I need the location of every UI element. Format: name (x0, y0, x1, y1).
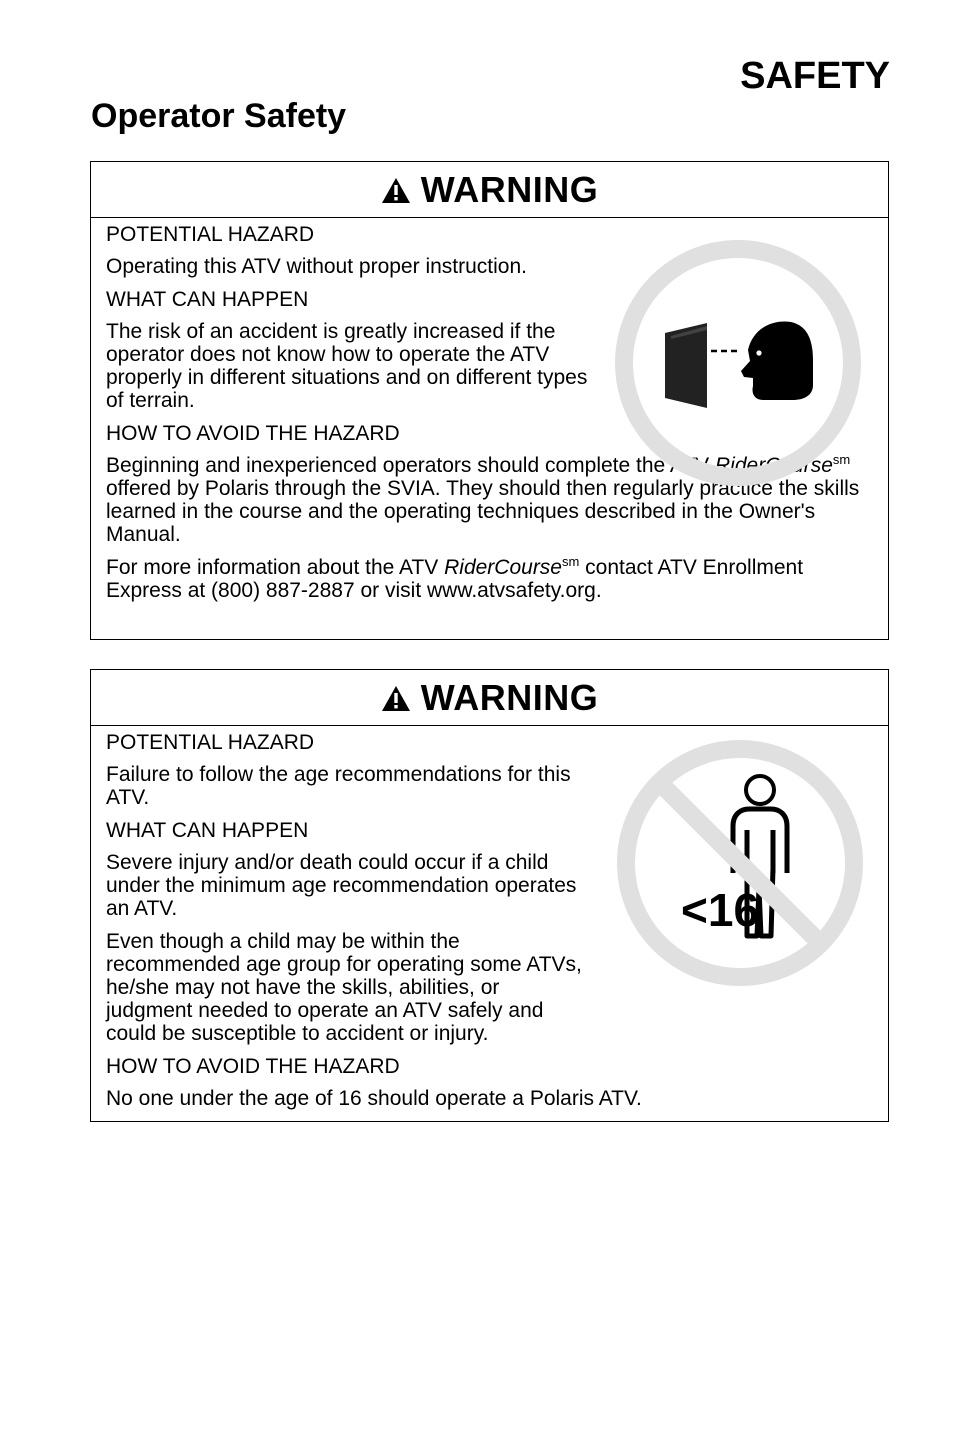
how-to-avoid-text: No one under the age of 16 should operate a Polaris ATV. (106, 1087, 642, 1110)
service-mark: sm (832, 452, 851, 467)
service-mark: sm (562, 554, 580, 569)
what-can-happen-text: Severe injury and/or death could occur if a child under the minimum age recommendation operates an ATV. (106, 851, 577, 920)
age-limit-label: <16 (681, 884, 760, 936)
potential-hazard-label: POTENTIAL HAZARD (106, 731, 315, 754)
more-info-part: For more information about the ATV (106, 556, 445, 579)
warning-heading-text: WARNING (420, 168, 599, 210)
section-header: SAFETY (740, 55, 890, 97)
how-to-avoid-label: HOW TO AVOID THE HAZARD (106, 422, 400, 445)
warning-box-instruction (90, 161, 889, 640)
warning-body (91, 218, 888, 602)
how-to-avoid-label: HOW TO AVOID THE HAZARD (106, 1055, 400, 1078)
more-info-text (106, 556, 873, 602)
what-can-happen-label: WHAT CAN HAPPEN (106, 819, 309, 842)
avoid-text-part: Beginning and inexperienced operators should complete the ATV (106, 454, 716, 477)
page-subtitle: Operator Safety (91, 97, 347, 135)
potential-hazard-text: Operating this ATV without proper instruction. (106, 255, 527, 278)
warning-triangle-icon (381, 177, 411, 204)
potential-hazard-text: Failure to follow the age recommendations for this ATV. (106, 763, 571, 809)
read-manual-icon (613, 238, 863, 488)
ridercourse-name: RiderCourse (715, 454, 833, 477)
ridercourse-name: RiderCourse (444, 556, 562, 579)
what-can-happen-text: The risk of an accident is greatly increased if the operator does not know how to operate the ATV properly in different situations and on different types of terrain. (106, 320, 588, 412)
warning-box-age (90, 669, 889, 1122)
no-under-16-icon (615, 738, 865, 988)
warning-body (91, 726, 888, 1110)
what-can-happen-text-2: Even though a child may be within the recommended age group for operating some ATVs, he/she may not have the skills, abilities, or judgment needed to operate an ATV safely and could be susceptible to accident or injury. (106, 930, 582, 1045)
warning-heading-text: WARNING (420, 676, 599, 718)
what-can-happen-label: WHAT CAN HAPPEN (106, 288, 309, 311)
more-info-part: contact ATV Enrollment Express at (800) 887-2887 or visit www.atvsafety.org. (106, 556, 804, 602)
warning-heading (91, 162, 888, 218)
potential-hazard-label: POTENTIAL HAZARD (106, 223, 315, 246)
avoid-text-part: offered by Polaris through the SVIA. They should then regularly practice the skills learned in the course and the operating techniques described in the Owner's Manual. (106, 477, 860, 546)
warning-triangle-icon (381, 685, 411, 712)
warning-heading (91, 670, 888, 726)
